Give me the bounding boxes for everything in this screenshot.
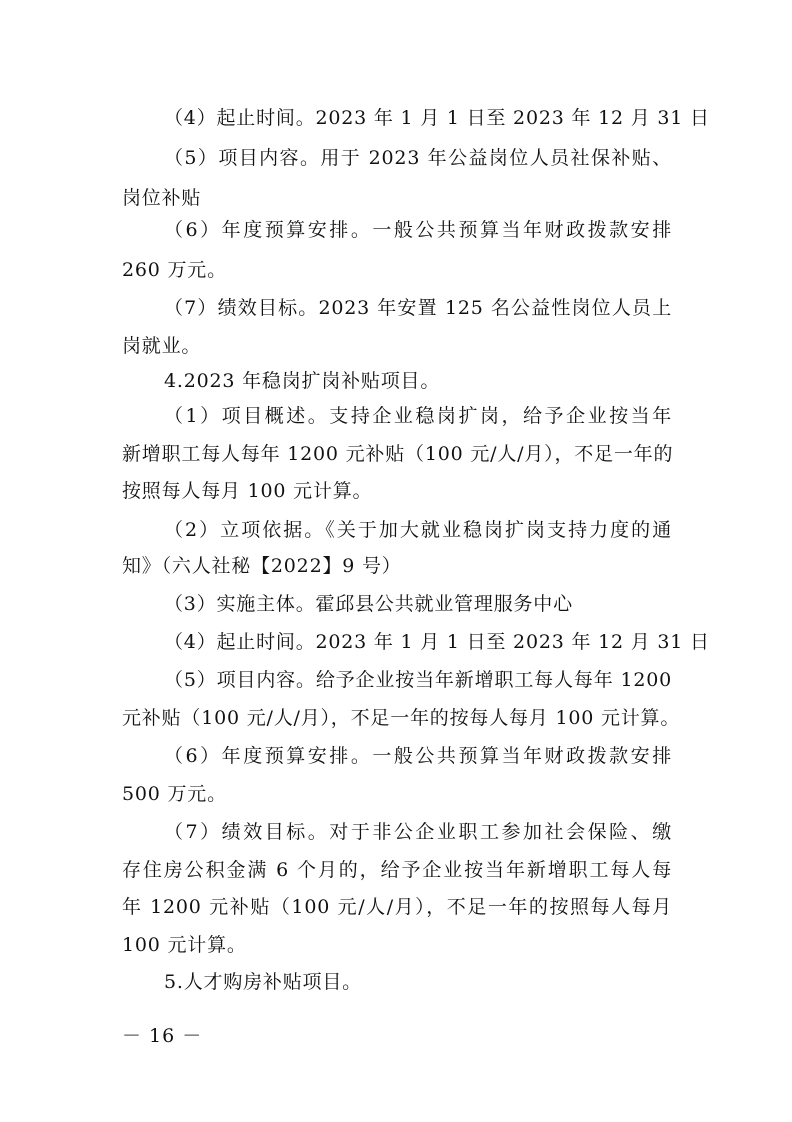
text-line-23: 100 元计算。 <box>122 934 247 956</box>
text-line-17: 元补贴（100 元/人/月），不足一年的按每人每月 100 元计算。 <box>122 707 681 729</box>
text-line-11: 按照每人每月 100 元计算。 <box>122 480 373 502</box>
text-line-24: 5.人才购房补贴项目。 <box>164 971 362 993</box>
text-line-18: （6）年度预算安排。一般公共预算当年财政拨款安排 <box>164 745 672 767</box>
text-line-19: 500 万元。 <box>122 783 227 805</box>
text-line-8: 4.2023 年稳岗扩岗补贴项目。 <box>164 370 441 392</box>
text-line-4: （6）年度预算安排。一般公共预算当年财政拨款安排 <box>164 219 672 241</box>
text-line-9: （1）项目概述。支持企业稳岗扩岗，给予企业按当年 <box>164 405 672 427</box>
text-line-2: （5）项目内容。用于 2023 年公益岗位人员社保补贴、 <box>164 147 672 169</box>
text-line-22: 年 1200 元补贴（100 元/人/月），不足一年的按照每人每月 <box>122 896 672 918</box>
page-number: － 16 － <box>122 1025 203 1047</box>
text-line-20: （7）绩效目标。对于非公企业职工参加社会保险、缴 <box>164 821 672 843</box>
text-line-14: （3）实施主体。霍邱县公共就业管理服务中心 <box>164 593 573 615</box>
text-line-5: 260 万元。 <box>122 259 227 281</box>
text-line-1: （4）起止时间。2023 年 1 月 1 日至 2023 年 12 月 31 日 <box>164 107 710 129</box>
text-line-15: （4）起止时间。2023 年 1 月 1 日至 2023 年 12 月 31 日 <box>164 631 710 653</box>
text-line-3: 岗位补贴 <box>122 187 202 209</box>
text-line-6: （7）绩效目标。2023 年安置 125 名公益性岗位人员上 <box>164 297 672 319</box>
text-line-16: （5）项目内容。给予企业按当年新增职工每人每年 1200 <box>164 669 672 691</box>
text-line-7: 岗就业。 <box>122 335 202 357</box>
text-line-10: 新增职工每人每年 1200 元补贴（100 元/人/月），不足一年的 <box>122 443 674 465</box>
text-line-21: 存住房公积金满 6 个月的，给予企业按当年新增职工每人每 <box>122 859 672 881</box>
text-line-12: （2）立项依据。《关于加大就业稳岗扩岗支持力度的通 <box>164 519 672 541</box>
text-line-13: 知》（六人社秘【2022】9 号） <box>122 555 402 577</box>
